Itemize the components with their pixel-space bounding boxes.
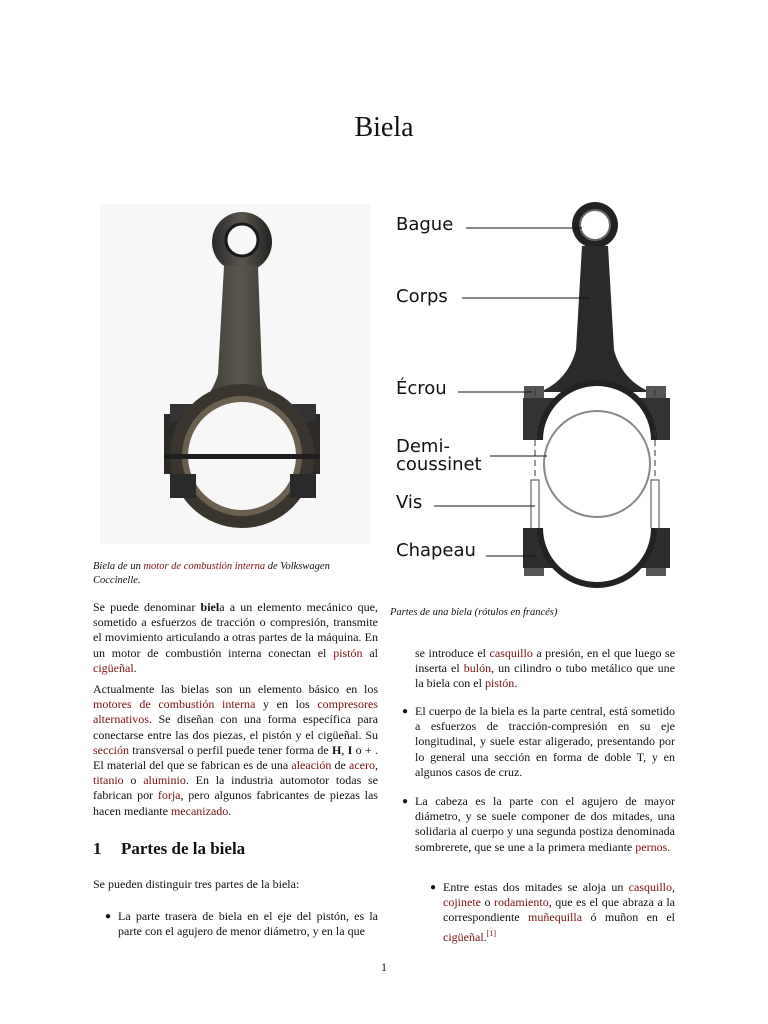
page-number: 1 (381, 960, 387, 974)
label-ecrou: Écrou (396, 378, 447, 399)
paragraph-distinguir: Se pueden distinguir tres partes de la biela: (93, 877, 300, 891)
link-casquillo-2[interactable]: casquillo (628, 880, 672, 894)
label-demi: Demi- (396, 436, 450, 457)
link-bulon[interactable]: bulón (463, 661, 492, 676)
reference-link[interactable]: [1] (486, 928, 496, 938)
section-heading: 1 Partes de la biela (93, 839, 246, 858)
page-title: Biela (354, 112, 414, 143)
right-column-cont: se introduce el casquillo a presión, en el que luego se inserta el bulón, un cilindro o tubo metálico que une la biela con el pistón. (415, 646, 675, 691)
label-chapeau: Chapeau (396, 540, 476, 561)
bullet-dot: ● (430, 882, 437, 893)
link-cojinete[interactable]: cojinete (443, 895, 481, 910)
link-piston[interactable]: pistón (333, 645, 363, 660)
bullet-dot: ● (402, 706, 409, 717)
link-rodamiento[interactable]: rodamiento (494, 895, 549, 910)
link-motores[interactable]: motores de combustión interna (93, 697, 256, 712)
left-column (93, 600, 378, 825)
link-aleacion[interactable]: aleación (291, 758, 332, 773)
link-piston-2[interactable]: pistón (484, 676, 515, 691)
label-corps: Corps (396, 286, 448, 307)
subbullet-mitades: ● Entre estas dos mitades se aloja un casquillo, cojinete o rodamiento, que es el que abraza a la correspondiente muñequilla ó muñon en el cigüeñal.[1] (430, 880, 675, 944)
link-forja[interactable]: forja (157, 788, 181, 803)
link-titanio[interactable]: titanio (93, 773, 124, 788)
connecting-rod-diagram (390, 200, 680, 590)
figure-caption-right: Partes de una biela (rótulos en francés) (390, 607, 558, 618)
link-ciguenal[interactable]: cigüeñal (93, 660, 134, 675)
bullet-cabeza: ● La cabeza es la parte con el agujero de mayor diámetro, y se suele componer de dos mitades, una solidaria al cuerpo y una segunda postiza denominada sombrerete, que se une a la primera mediante pernos. (402, 794, 675, 854)
connecting-rod-photo (100, 204, 370, 544)
link-mecanizado[interactable]: mecanizado (170, 803, 229, 818)
bullet-dot: ● (402, 796, 409, 807)
link-munequilla[interactable]: muñequilla (528, 910, 583, 925)
caption-link-motor[interactable]: motor de combustión interna (143, 561, 266, 572)
bullet-parte-trasera: ● La parte trasera de biela en el eje del pistón, es la parte con el agujero de menor diámetro, y en la que (105, 909, 378, 939)
link-pernos[interactable]: pernos (635, 839, 668, 854)
link-aluminio[interactable]: aluminio (143, 773, 186, 788)
label-vis: Vis (396, 492, 423, 513)
bullet-dot: ● (105, 911, 112, 922)
bullet-cuerpo: ● El cuerpo de la biela es la parte central, está sometido a esfuerzos de tracción-compresión en su eje longitudinal, y suele estar aligerado, presentando por lo general una sección en forma de doble T, y en algunos casos de cruz. (402, 704, 675, 779)
figure-caption-left: Biela de un motor de combustión interna de Volkswagen Coccinelle. (93, 561, 330, 586)
label-bague: Bague (396, 214, 454, 235)
link-acero[interactable]: acero (349, 758, 375, 773)
label-coussinet: coussinet (396, 454, 482, 475)
paragraph-actualmente: Actualmente las bielas son un elemento básico en los motores de combustión interna y en los compresores alternativos. Se diseñan con una forma específica para conectarse entre las dos piezas, el pistón y el cigüeñal. Su sección transversal o perfil puede tener forma de H, I o + . El material del que se fabrican es de una aleación de acero, titanio o aluminio. En la industria automotor todas se fabrican por forja, pero algunos fabricantes de piezas las hacen mediante mecanizado. (93, 682, 379, 818)
paragraph-intro: Se puede denominar biela a un elemento mecánico que, sometido a esfuerzos de tracción o compresión, transmite el movimiento articulando a otras partes de la máquina. En un motor de combustión interna conectan el pistón al cigüeñal. (93, 600, 379, 675)
link-ciguenal-2[interactable]: cigüeñal (443, 929, 484, 944)
link-casquillo[interactable]: casquillo (489, 646, 533, 660)
link-seccion[interactable]: sección (93, 742, 129, 757)
link-compresores[interactable]: compresores alternativos (93, 697, 378, 727)
